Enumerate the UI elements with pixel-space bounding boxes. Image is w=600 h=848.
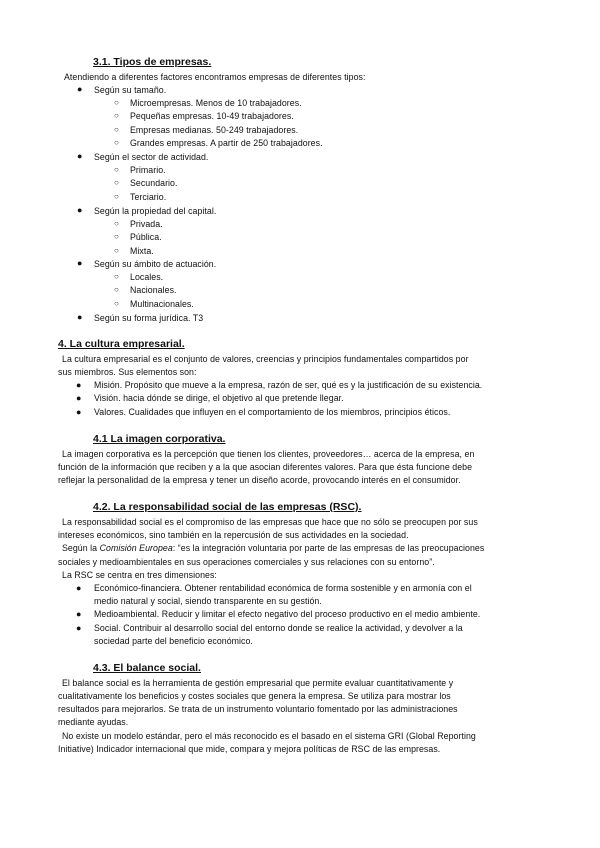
circle-bullet-icon: ○	[114, 232, 119, 241]
paragraph-line: reflejar la personalidad de la empresa y tener un diseño acorde, provocando interés en el consumidor.	[58, 475, 461, 485]
paragraph-line: No existe un modelo estándar, pero el más reconocido es el basado en el sistema GRI (Global Reporting	[62, 731, 476, 741]
paragraph: La cultura empresarial es el conjunto de valores, creencias y principios fundamentales compartidos por	[62, 354, 469, 364]
bullet-icon: ●	[76, 609, 82, 619]
bullet-icon: ●	[76, 380, 82, 390]
bullet-icon: ●	[76, 407, 82, 417]
paragraph-line: La responsabilidad social es el compromiso de las empresas que hace que no sólo se preocupen por sus	[62, 517, 478, 527]
heading-4: 4. La cultura empresarial.	[58, 338, 185, 350]
paragraph-line: intereses económicos, sino también en la repercusión de sus actividades en la sociedad.	[58, 530, 409, 540]
list-item-continued: medio natural y social, siendo transparente en su gestión.	[94, 596, 322, 606]
circle-bullet-icon: ○	[114, 98, 119, 107]
list-item: Según su ámbito de actuación.	[94, 259, 217, 269]
sub-list-item: Mixta.	[130, 246, 154, 256]
circle-bullet-icon: ○	[114, 178, 119, 187]
paragraph-line: resultados para mejorarlos. Se trata de un instrumento voluntario fomentado por las administraciones	[58, 704, 458, 714]
paragraph-line: cualitativamente los beneficios y costes sociales que genera la empresa. Se utiliza para mostrar los	[58, 691, 451, 701]
paragraph-line: La imagen corporativa es la percepción que tienen los clientes, proveedores… acerca de la empresa, en	[62, 449, 475, 459]
circle-bullet-icon: ○	[114, 165, 119, 174]
quote-prefix: Según la	[62, 543, 100, 553]
circle-bullet-icon: ○	[114, 111, 119, 120]
list-item: Económico-financiera. Obtener rentabilidad económica de forma sostenible y en armonía con el	[94, 583, 472, 593]
paragraph: Atendiendo a diferentes factores encontramos empresas de diferentes tipos:	[64, 72, 366, 82]
paragraph: La RSC se centra en tres dimensiones:	[62, 570, 217, 580]
circle-bullet-icon: ○	[114, 219, 119, 228]
quote-line	[62, 542, 484, 555]
heading-4-1: 4.1 La imagen corporativa.	[93, 433, 226, 445]
bullet-icon: ●	[77, 151, 83, 161]
list-item-continued: sociedad parte del beneficio económico.	[94, 636, 253, 646]
sub-list-item: Nacionales.	[130, 285, 177, 295]
list-item: Según la propiedad del capital.	[94, 206, 217, 216]
heading-4-3: 4.3. El balance social.	[93, 662, 201, 674]
sub-list-item: Terciario.	[130, 192, 167, 202]
list-item: Visión. hacia dónde se dirige, el objetivo al que pretende llegar.	[94, 393, 344, 403]
circle-bullet-icon: ○	[114, 285, 119, 294]
paragraph-line: mediante ayudas.	[58, 717, 129, 727]
list-item: Misión. Propósito que mueve a la empresa, razón de ser, qué es y la justificación de su existencia.	[94, 380, 483, 390]
circle-bullet-icon: ○	[114, 125, 119, 134]
bullet-icon: ●	[76, 583, 82, 593]
paragraph-line: El balance social es la herramienta de gestión empresarial que permite evaluar cuantitativamente y	[62, 678, 454, 688]
sub-list-item: Secundario.	[130, 178, 178, 188]
list-item: Según su forma jurídica. T3	[94, 313, 204, 323]
list-item: Según el sector de actividad.	[94, 152, 209, 162]
bullet-icon: ●	[77, 258, 83, 268]
bullet-icon: ●	[77, 84, 83, 94]
sub-list-item: Grandes empresas. A partir de 250 trabajadores.	[130, 138, 323, 148]
paragraph: sus miembros. Sus elementos son:	[58, 367, 197, 377]
heading-4-2: 4.2. La responsabilidad social de las empresas (RSC).	[93, 501, 362, 513]
sub-list-item: Locales.	[130, 272, 164, 282]
sub-list-item: Empresas medianas. 50-249 trabajadores.	[130, 125, 299, 135]
sub-list-item: Microempresas. Menos de 10 trabajadores.	[130, 98, 302, 108]
circle-bullet-icon: ○	[114, 272, 119, 281]
list-item: Medioambiental. Reducir y limitar el efecto negativo del proceso productivo en el medio ambiente.	[94, 609, 481, 619]
circle-bullet-icon: ○	[114, 138, 119, 147]
bullet-icon: ●	[76, 623, 82, 633]
list-item: Social. Contribuir al desarrollo social del entorno donde se realice la actividad, y devolver a la	[94, 623, 463, 633]
bullet-icon: ●	[77, 312, 83, 322]
paragraph-line: función de la información que reciben y a la que asocian diferentes valores. Para que ésta funcione debe	[58, 462, 473, 472]
sub-list-item: Multinacionales.	[130, 299, 194, 309]
sub-list-item: Primario.	[130, 165, 166, 175]
quote-text: : “es la integración voluntaria por parte de las empresas de las preocupaciones	[172, 543, 485, 553]
sub-list-item: Pública.	[130, 232, 162, 242]
quote-source: Comisión Europea	[99, 543, 173, 553]
sub-list-item: Pequeñas empresas. 10-49 trabajadores.	[130, 111, 294, 121]
quote-line: sociales y medioambientales en sus operaciones comerciales y sus relaciones con su entorno”.	[58, 557, 435, 567]
circle-bullet-icon: ○	[114, 299, 119, 308]
sub-list-item: Privada.	[130, 219, 163, 229]
list-item: Valores. Cualidades que influyen en el comportamiento de los miembros, principios éticos.	[94, 407, 451, 417]
circle-bullet-icon: ○	[114, 192, 119, 201]
list-item: Según su tamaño.	[94, 85, 167, 95]
paragraph-line: Initiative) Indicador internacional que mide, compara y mejora políticas de RSC de las empresas.	[58, 744, 441, 754]
bullet-icon: ●	[76, 393, 82, 403]
bullet-icon: ●	[77, 205, 83, 215]
heading-3-1: 3.1. Tipos de empresas.	[93, 56, 212, 68]
circle-bullet-icon: ○	[114, 246, 119, 255]
